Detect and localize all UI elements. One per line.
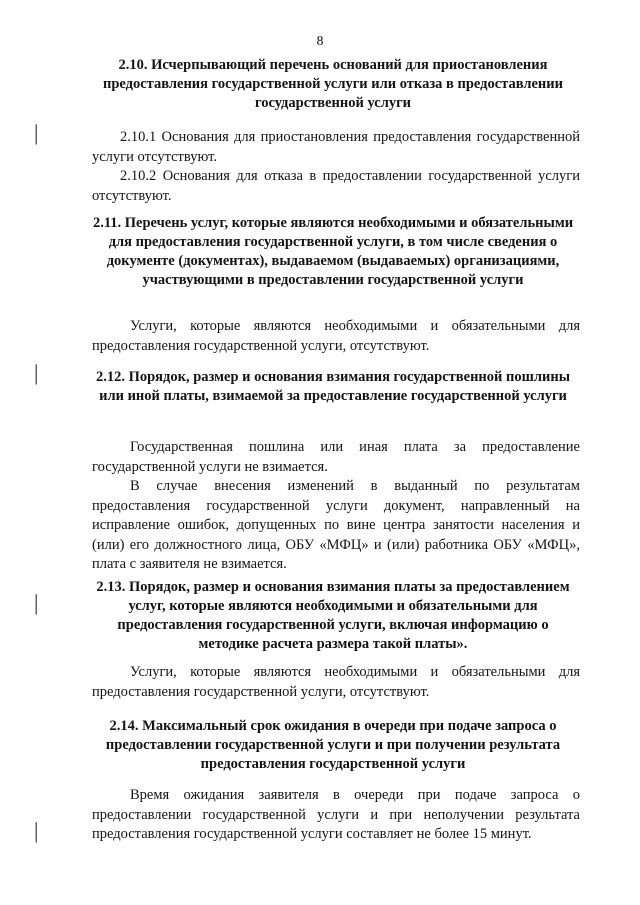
section-2-11-heading: 2.11. Перечень услуг, которые являются необходимыми и обязательными для предоставления государственной услуги, в том числе сведения о документе (документах), выдаваемом (выдаваемых) организациями, участвующими в предоставлении государственной услуги: [92, 215, 574, 288]
section-2-10-2-paragraph: 2.10.2 Основания для отказа в предоставлении государственной услуги отсутствуют.: [92, 168, 580, 204]
margin-mark: |: [34, 120, 39, 145]
margin-mark: |: [34, 360, 39, 385]
section-2-13-paragraph: Услуги, которые являются необходимыми и обязательными для предоставления государственной услуги, отсутствуют.: [92, 664, 580, 700]
section-2-12-heading: 2.12. Порядок, размер и основания взимания государственной пошлины или иной платы, взимаемой за предоставление государственной услуги: [95, 369, 571, 404]
section-2-14-heading: 2.14. Максимальный срок ожидания в очереди при подаче запроса о предоставлении государственной услуги и при получении результата предоставления государственной услуги: [105, 718, 561, 772]
margin-mark: |: [34, 818, 39, 843]
section-2-13-heading: 2.13. Порядок, размер и основания взимания платы за предоставлением услуг, которые являются необходимыми и обязательными для предоставления государственной услуги, включая информацию о методике расчета размера такой платы».: [96, 579, 570, 652]
margin-mark: |: [34, 590, 39, 615]
section-2-10-1-paragraph: 2.10.1 Основания для приостановления предоставления государственной услуги отсутствуют.: [92, 129, 580, 165]
section-2-10-heading: 2.10. Исчерпывающий перечень оснований для приостановления предоставления государственной услуги или отказа в предоставлении государственной услуги: [103, 57, 563, 111]
page-number: 8: [316, 34, 324, 49]
section-2-11-paragraph: Услуги, которые являются необходимыми и обязательными для предоставления государственной услуги, отсутствуют.: [92, 318, 580, 354]
section-2-12-paragraph-1: Государственная пошлина или иная плата за предоставление государственной услуги не взимается.: [92, 439, 580, 475]
section-2-12-paragraph-2: В случае внесения изменений в выданный по результатам предоставления государственной услуги документ, направленный на исправление ошибок, допущенных по вине центра занятости населения и (или) его должностного лица, ОБУ «МФЦ» и (или) работника ОБУ «МФЦ», плата с заявителя не взимается.: [92, 478, 580, 572]
section-2-14-paragraph: Время ожидания заявителя в очереди при подаче запроса о предоставлении государственной услуги и при неполучении результата предоставления государственной услуги составляет не более 15 минут.: [92, 787, 580, 842]
